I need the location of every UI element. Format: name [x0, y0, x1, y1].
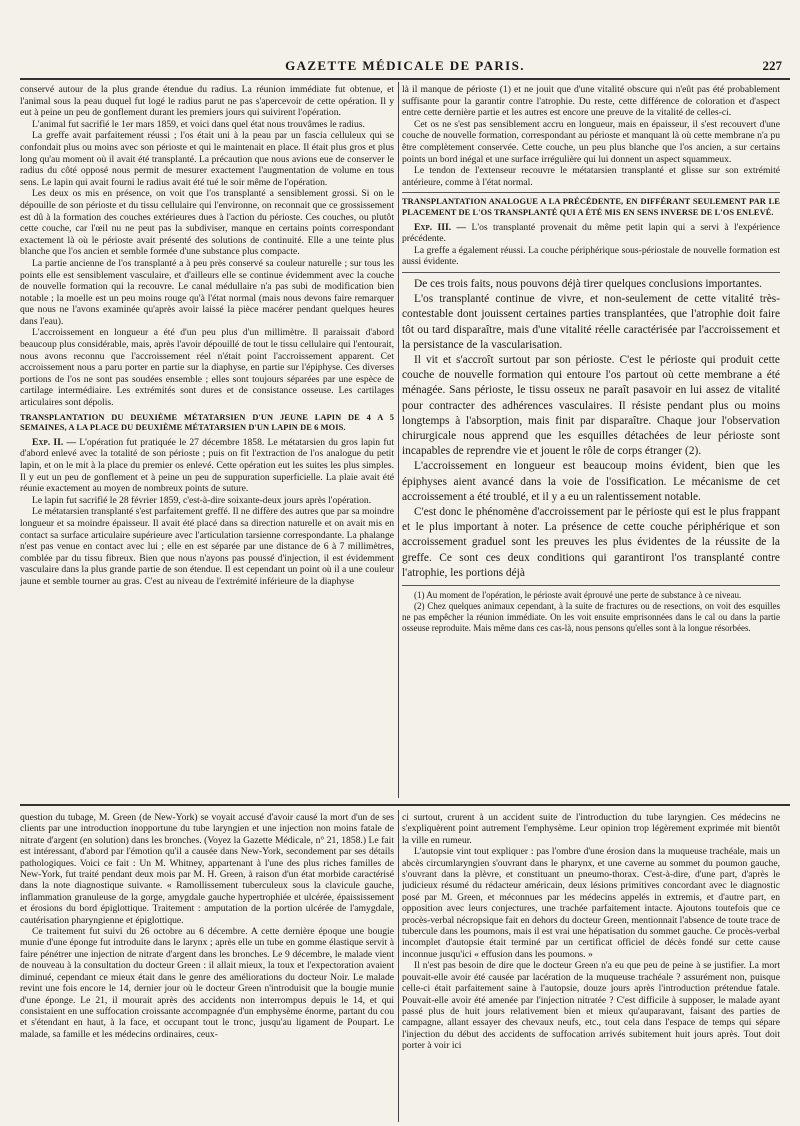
- journal-title: GAZETTE MÉDICALE DE PARIS.: [285, 58, 525, 73]
- column-divider: [398, 810, 399, 1122]
- column-divider: [398, 82, 399, 798]
- paragraph: La greffe a également réussi. La couche périphérique sous-périostale de nouvelle formation est aussi évidente.: [402, 244, 780, 268]
- paragraph: Il n'est pas besoin de dire que le docteur Green n'a eu que peu de peine à se justifier. La mort pouvait-elle avoir été causée par lacération de la muqueuse trachéale ? assurément non, puisque celle-ci était parfaitement saine à l'autopsie, douze jours après l'introduction prétendue fatale. Pouvait-elle avoir été amenée par l'injection nitratée ? C'est difficile à supposer, le malade ayant passé plus de huit jours relativement bien et mieux qu'auparavant, faisant des parties de campagne, allant essayer des chevaux neufs, etc., tout cela dans l'espace de temps qui sépare l'injection du début des accidents de suffocation arrivés subitement huit jours après. Tout doit porter à voir ici: [402, 960, 780, 1052]
- paragraph: Cet os ne s'est pas sensiblement accru en longueur, mais en épaisseur, il s'est recouvert d'une couche de nouvelle formation, correspondant au périoste et manquant là où cette membrane n'a pu être complètement conservée. Cette couche, un peu plus blanche que l'os ancien, a sur certains points un bord inégal et une surface irrégulière qui lui donnent un aspect squammeux.: [402, 118, 780, 165]
- paragraph: Ce traitement fut suivi du 26 octobre au 6 décembre. A cette dernière époque une bougie munie d'une éponge fut introduite dans le larynx ; après elle un tube en gomme élastique servit à faire pénétrer une injection de nitrate d'argent dans les bronches. Le 9 décembre, le malade vient de nouveau à la consultation du docteur Green : il allait mieux, la toux et l'expectoration avaient diminué, cependant ce mieux était dans le genre des améliorations du docteur Noir. Le malade revint une fois encore le 14, dernier jour où le docteur Green n'introduisit que la bougie munie d'une éponge. Le 21, il mourait après des accidents non interrompus depuis le 14, et qui consistaient en une suffocation croissante accompagnée d'un emphysème énorme, partant du cou et s'étendant en haut, à la face, et occupant tout le tronc, jusqu'au ligament de Poupart. Le malade, sa famille et les médecins ordinaires, ceux-: [20, 926, 394, 1040]
- paragraph: Les deux os mis en présence, on voit que l'os transplanté a sensiblement grossi. Si on le dépouille de son périoste et du tissu cellulaire qui l'environne, on reconnait que ce grossissement est dû à la formation des couches extérieures dues à l'action du périoste. Ces couches, ou plutôt cette couche, car l'œil nu ne peut pas la subdiviser, manque en certains points correspondant exactement là où le périoste avait présenté des solutions de continuité. Elle a une teinte plus blanche que l'os ancien et semble formée d'une substance plus compacte.: [20, 188, 394, 258]
- paragraph: La greffe avait parfaitement réussi ; l'os était uni à la peau par un fascia celluleux qui se confondait plus ou moins avec son périoste et qui le maintenait en place. Il était plus gros et plus long qu'au moment où il avait été transplanté. La précaution que nous avions eue de conserver le radius du côté opposé nous permit de mesurer exactement l'augmentation de volume en tous sens. Le lapin qui avait fourni le radius avait été tué le soir même de l'opération.: [20, 130, 394, 188]
- footnote: (2) Chez quelques animaux cependant, à la suite de fractures ou de resections, on voit des esquilles ne pas empêcher la réunion immédiate. On les voit ensuite emprisonnées dans le cal ou dans la partie osseuse reproduite. Mais même dans ces cas-là, nous pensons qu'elles sont à la longue résorbées.: [402, 600, 780, 633]
- running-head: [20, 58, 790, 74]
- section-rule: [402, 192, 780, 193]
- paragraph: L'animal fut sacrifié le 1er mars 1859, et voici dans quel état nous trouvâmes le radius.: [32, 118, 365, 130]
- paragraph: [402, 222, 780, 245]
- paragraph: conservé autour de la plus grande étendue du radius. La réunion immédiate fut obtenue, et l'animal sous la peau duquel fut logé le radius parut ne pas s'apercevoir de cette opération. Il y eut à peine un peu de gonflement durant les premiers jours qui suivirent l'opération.: [20, 84, 394, 119]
- page-number: 227: [762, 58, 782, 73]
- top-right-column: [402, 84, 780, 796]
- bottom-left-column: [20, 812, 394, 1120]
- paragraph: Le tendon de l'extenseur recouvre le métatarsien transplanté et glisse sur son extrémité antérieure, comme à l'état normal.: [402, 165, 780, 188]
- header-rule: [20, 78, 790, 80]
- paragraph: L'os transplanté continue de vivre, et non-seulement de cette vitalité très-contestable dont jouissent certaines parties transplantées, que l'atrophie doit faire tôt ou tard disparaître, mais d'une vitalité réelle caractérisée par l'accroissement et la persistance de la vascularisation.: [402, 293, 780, 351]
- conclusions-block: [402, 277, 780, 581]
- top-left-column: [20, 84, 394, 796]
- paragraph: L'accroissement en longueur est beaucoup moins évident, bien que les épiphyses aient avancé dans la voie de l'ossification. Le mécanisme de cet accroissement a été troublé, et il y a eu un ralentissement notable.: [402, 460, 780, 503]
- paragraph: L'accroissement en longueur a été d'un peu plus d'un millimètre. Il paraissait d'abord beaucoup plus considérable, mais, après l'avoir dépouillé de tout le tissu cellulaire qui l'entourait, nous avons reconnu que l'accroissement réel n'était point l'accroissement apparent. Cet accroissement nous a paru porter en partie sur la diaphyse, en partie sur l'épiphyse. Ces diverses portions de l'os ne sont pas soudées ensemble ; elles sont toujours séparées par une espèce de cartilage intermédiaire. Les extrémités sont dures et de consistance osseuse. Les cartilages articulaires sont dépolis.: [20, 327, 394, 409]
- paragraph: Il vit et s'accroît surtout par son périoste. C'est le périoste qui produit cette couche de nouvelle formation qui entoure l'os partout où cette membrane a été ménagée. Sans périoste, le tissu osseux ne paraît pasavoir en lui assez de vitalité pour contracter des adhérences vasculaires. Il résiste pendant plus ou moins longtemps à l'absorption, mais finit par disparaître. Chaque jour l'observation chirurgicale nous apprend que les esquilles détachées de leur périoste sont incapables de reprendre vie et jouent le rôle de corps étranger (2).: [402, 353, 780, 458]
- paragraph-text: L'opération fut pratiquée le 27 décembre 1858. Le métatarsien du gros lapin fut d'abord enlevé avec la totalité de son périoste ; puis on fit l'extraction de l'os analogue du petit lapin, et on le mit à la place du premier os enlevé. Cette opération eut les suites les plus simples. Il y eut un peu de gonflement et à peine un peu de suppuration superficielle. La plaie avait été réunie exactement au moyen de nombreux points de suture.: [20, 436, 394, 495]
- paragraph: là il manque de périoste (1) et ne jouit que d'une vitalité obscure qui n'eût pas été probablement suffisante pour la garantir contre l'atrophie. Du reste, cette différence de coloration et d'aspect entre cette dernière partie et les autres est encore une preuve de la vitalité de celles-ci.: [402, 84, 780, 119]
- paragraph: L'autopsie vint tout expliquer : pas l'ombre d'une érosion dans la muqueuse trachéale, mais un abcès circumlaryngien s'ouvrant dans le pharynx, et une caverne au sommet du poumon gauche, s'ouvrant dans la plèvre, et constituant un pneumo-thorax. C'est-à-dire, d'une part, d'après le judicieux résumé du rédacteur américain, deux lésions primitives concordant avec le diagnostic posé par M. Green, et méconnues par les médecins appelés in extremis, et d'autre part, en opposition avec leurs conjectures, une trachée parfaitement intacte. Ajoutons toutefois que ce procès-verbal nécropsique fait en dehors du docteur Green, mentionnait l'absence de toute trace de tubercule dans les poumons, mais il est vrai une hépatisation du sommet gauche. Ce procès-verbal incomplet d'autopsie était terminé par un certificat officiel de décès fondé sur cette cause inconnue jusqu'ici « effusion dans les poumons. »: [402, 846, 780, 960]
- section-heading: TRANSPLANTATION ANALOGUE A LA PRÉCÉDENTE, EN DIFFÉRANT SEULEMENT PAR LE PLACEMENT DE L'OS TRANSPLANTÉ QUI A ÉTÉ MIS EN SENS INVERSE DE L'OS ENLEVÉ.: [402, 197, 780, 217]
- paragraph-text: L'os transplanté provenait du même petit lapin qui a servi à l'expérience précédente.: [402, 221, 780, 245]
- experiment-label: Exp. III. —: [414, 221, 467, 233]
- experiment-label: Exp. II. —: [32, 436, 77, 448]
- paragraph: question du tubage, M. Green (de New-York) se voyait accusé d'avoir causé la mort d'un de ses clients par une introduction inopportune du tube laryngien et une injection non moins fatale de nitrate d'argent (en solution) dans les bronches. (Voyez la Gazette Médicale, n° 21, 1858.) Le fait est intéressant, d'abord par l'émotion qu'il a causée dans New-York, secondement par ses détails pathologiques. Voici ce fait : Un M. Whitney, appartenant à l'une des plus riches familles de New-York, fut traité pendant deux mois par M. H. Green, à raison d'un état morbide caractérisé dans la note diagnostique suivante. « Ramollissement tuberculeux sous la clavicule gauche, inflammation granuleuse de la gorge, amygdale gauche hypertrophiée et ulcérée, épaississement et érosions du bord épiglottique. Traitement : amputation de la portion ulcérée de l'amygdale, cautérisation pharyngienne et épiglottique.: [20, 812, 394, 926]
- paragraph: La partie ancienne de l'os transplanté a à peu près conservé sa couleur naturelle ; sur tous les points elle est sensiblement vasculaire, et d'ailleurs elle se continue évidemment avec la couche de nouvelle formation qui la recouvre. Le canal médullaire n'a pas subi de modification bien notable ; la moelle est un peu moins rouge qu'à l'état normal (mais nous devons faire remarquer que nous ne l'avons examinée qu'après avoir laissé la pièce macérer pendant quelques heures dans l'eau).: [20, 257, 394, 327]
- footnote: (1) Au moment de l'opération, le périoste avait éprouvé une perte de substance à ce niveau.: [414, 589, 742, 600]
- section-divider: [20, 804, 790, 806]
- footnote-rule: [402, 585, 780, 586]
- section-rule: [402, 272, 780, 273]
- paragraph: C'est donc le phénomène d'accroissement par le périoste qui est le plus frappant et le plus important à noter. La présence de cette couche périphérique et son accroissement graduel sont les preuves les plus évidentes de la réussite de la greffe. Ce sont ces deux conditions qui garantiront l'os transplanté contre l'atrophie, les portions déjà: [402, 505, 780, 579]
- paragraph: Le métatarsien transplanté s'est parfaitement greffé. Il ne diffère des autres que par sa moindre longueur et sa moindre épaisseur. Il avait été placé dans sa direction naturelle et on avait mis en contact sa surface articulaire supérieure avec l'articulation tarsienne correspondante. La phalange n'est pas venue en contact avec lui ; elle en est séparée par une distance de 6 à 7 millimètres, comblée par du tissu fibreux. Bien que nous n'ayons pas poussé d'injection, il est évidemment vasculaire dans la plus grande partie de son étendue. Il est cependant un point où il a une couleur jaune et semble tourner au gras. C'est au niveau de l'extrémité inférieure de la diaphyse: [20, 506, 394, 587]
- paragraph: ci surtout, crurent à un accident suite de l'introduction du tube laryngien. Ces médecins ne s'expliquèrent point autrement l'emphysème. Leur opinion trop légèrement exprimée mit bientôt la ville en rumeur.: [402, 812, 780, 846]
- paragraph: [20, 437, 394, 495]
- section-heading: TRANSPLANTATION DU DEUXIÈME MÉTATARSIEN D'UN JEUNE LAPIN DE 4 A 5 SEMAINES, A LA PLACE DU DEUXIÈME MÉTATARSIEN D'UN LAPIN DE 6 MOIS.: [20, 412, 394, 433]
- paragraph: Le lapin fut sacrifié le 28 février 1859, c'est-à-dire soixante-deux jours après l'opération.: [32, 494, 372, 506]
- paragraph: De ces trois faits, nous pouvons déjà tirer quelques conclusions importantes.: [414, 277, 762, 290]
- bottom-right-column: [402, 812, 780, 1120]
- footnotes: [402, 590, 780, 634]
